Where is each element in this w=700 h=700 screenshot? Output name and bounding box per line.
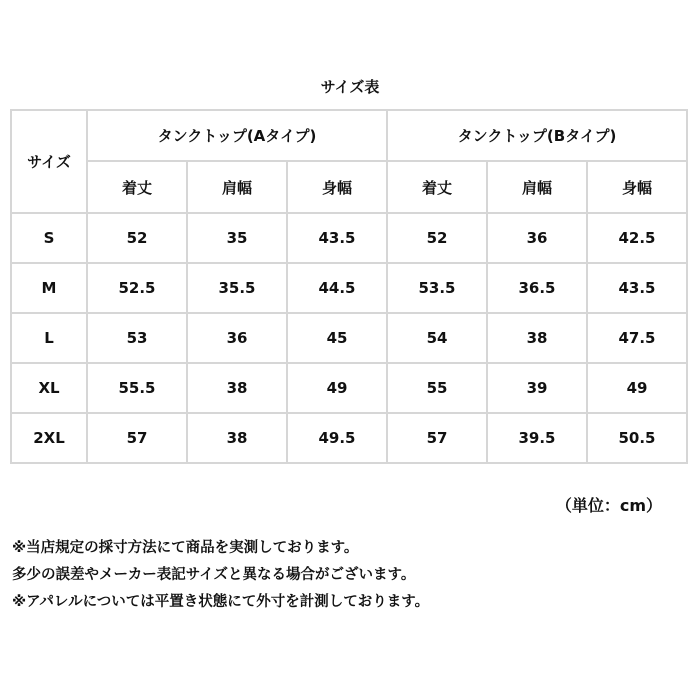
table-cell: 44.5 (287, 263, 387, 313)
table-cell: 35.5 (187, 263, 287, 313)
table-cell: 49.5 (287, 413, 387, 463)
measure-header-length-a: 着丈 (87, 161, 187, 213)
size-label: L (11, 313, 87, 363)
table-cell: 52 (387, 213, 487, 263)
table-cell: 43.5 (287, 213, 387, 263)
measure-header-chest-b: 身幅 (587, 161, 687, 213)
table-cell: 53 (87, 313, 187, 363)
size-label: 2XL (11, 413, 87, 463)
table-cell: 38 (487, 313, 587, 363)
table-row (11, 213, 687, 263)
table-cell: 36.5 (487, 263, 587, 313)
table-cell: 55.5 (87, 363, 187, 413)
measure-header-shoulder-b: 肩幅 (487, 161, 587, 213)
table-cell: 42.5 (587, 213, 687, 263)
table-cell: 35 (187, 213, 287, 263)
table-cell: 49 (287, 363, 387, 413)
unit-label: （単位：cm） (555, 496, 662, 515)
note-line: ※当店規定の採寸方法にて商品を実測しております。 (12, 540, 359, 556)
measure-header-length-b: 着丈 (387, 161, 487, 213)
type-b-header: タンクトップ(Bタイプ) (387, 110, 687, 161)
table-cell: 39.5 (487, 413, 587, 463)
notes (12, 535, 692, 616)
type-a-header: タンクトップ(Aタイプ) (87, 110, 387, 161)
size-label: XL (11, 363, 87, 413)
measure-header-chest-a: 身幅 (287, 161, 387, 213)
note-line: 多少の誤差やメーカー表記サイズと異なる場合がございます。 (12, 567, 416, 583)
table-row (11, 263, 687, 313)
table-cell: 53.5 (387, 263, 487, 313)
table-cell: 47.5 (587, 313, 687, 363)
table-cell: 52.5 (87, 263, 187, 313)
table-cell: 45 (287, 313, 387, 363)
table-row (11, 413, 687, 463)
table-cell: 55 (387, 363, 487, 413)
table-cell: 39 (487, 363, 587, 413)
table-cell: 57 (87, 413, 187, 463)
table-cell: 49 (587, 363, 687, 413)
table-cell: 43.5 (587, 263, 687, 313)
measure-header-row (11, 161, 687, 213)
table-cell: 50.5 (587, 413, 687, 463)
table-header-row (11, 110, 687, 161)
size-table (10, 109, 688, 464)
table-cell: 36 (187, 313, 287, 363)
page-title: サイズ表 (320, 78, 380, 96)
table-cell: 57 (387, 413, 487, 463)
size-label: S (11, 213, 87, 263)
note-line: ※アパレルについては平置き状態にて外寸を計測しております。 (12, 594, 430, 610)
table-cell: 54 (387, 313, 487, 363)
table-cell: 38 (187, 363, 287, 413)
size-label: M (11, 263, 87, 313)
size-header-cell: サイズ (11, 110, 87, 213)
table-cell: 36 (487, 213, 587, 263)
measure-header-shoulder-a: 肩幅 (187, 161, 287, 213)
table-row (11, 313, 687, 363)
table-cell: 52 (87, 213, 187, 263)
table-row (11, 363, 687, 413)
table-cell: 38 (187, 413, 287, 463)
